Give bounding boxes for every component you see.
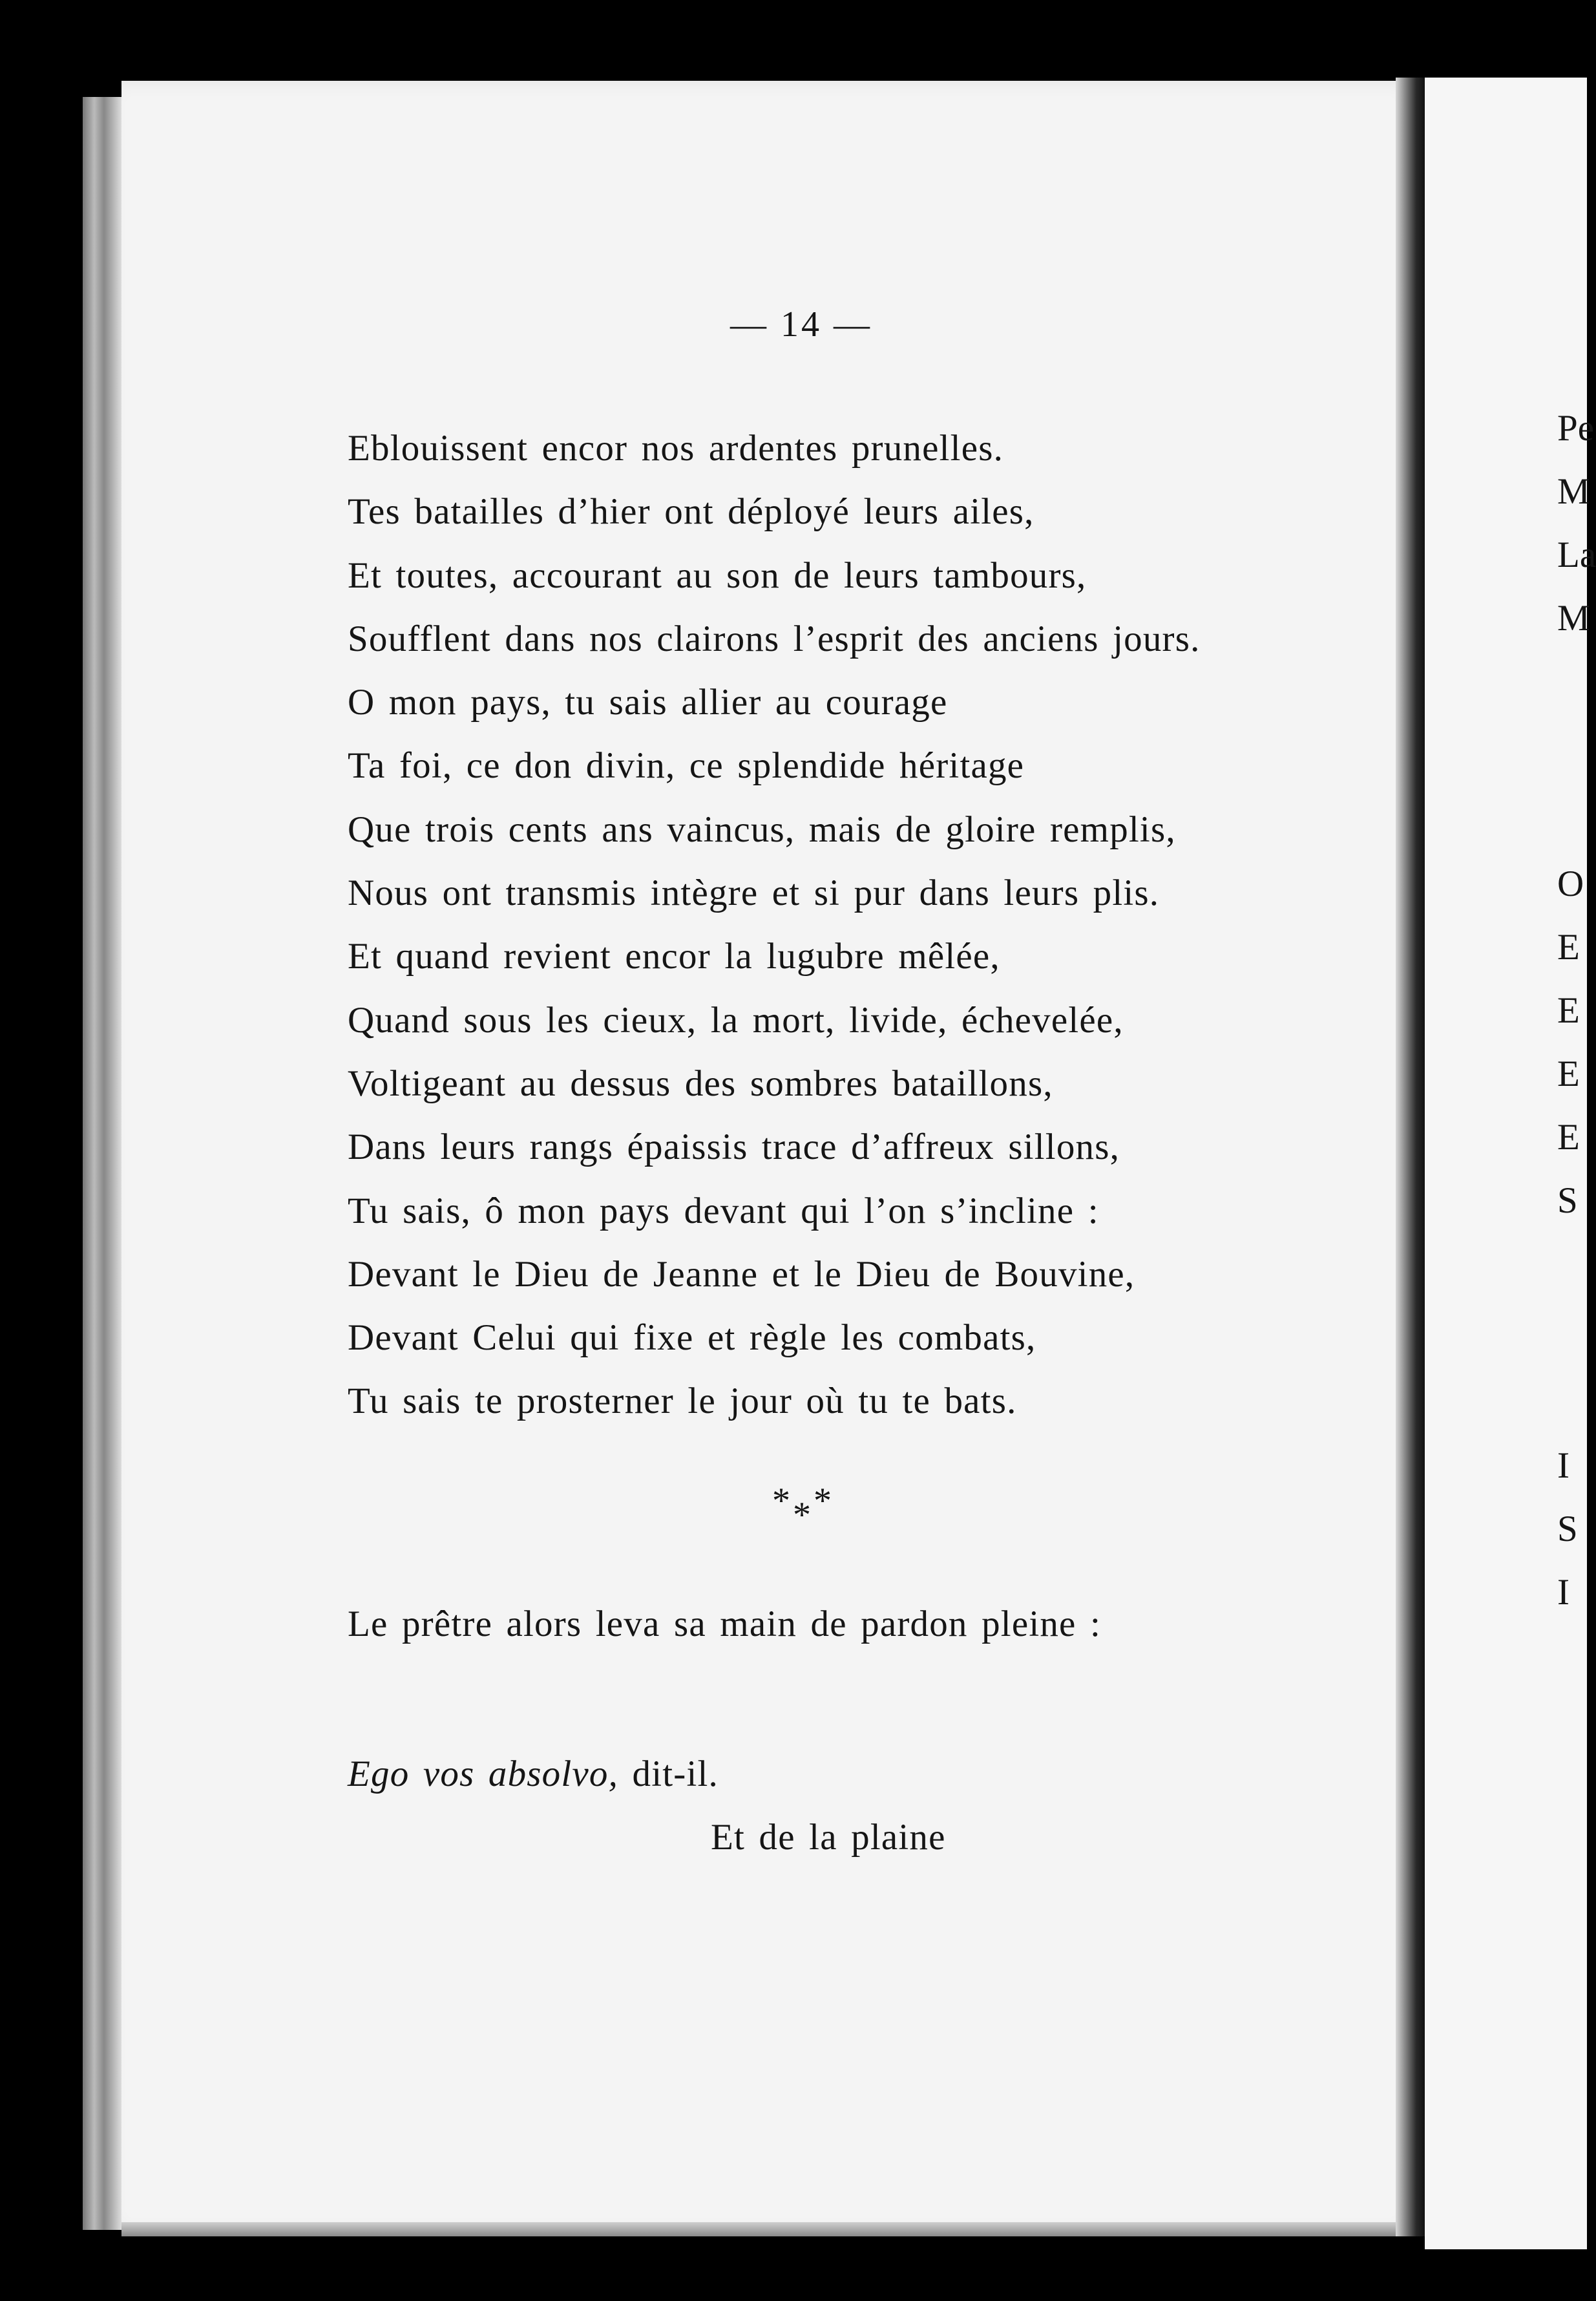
latin-phrase: Ego vos absolvo, (348, 1754, 619, 1794)
verse-line: Eblouissent encor nos ardentes prunelles. (348, 428, 1004, 469)
facing-page-fragment: Pe (1557, 408, 1594, 449)
verse-line: Que trois cents ans vaincus, mais de gloire remplis, (348, 809, 1176, 850)
verse-line: O mon pays, tu sais allier au courage (348, 682, 948, 723)
asterism-separator (772, 1480, 850, 1535)
asterisk: * (772, 1481, 790, 1521)
verse-line (348, 1753, 719, 1795)
verse-line: Et toutes, accourant au son de leurs tambours, (348, 555, 1087, 596)
facing-page-fragment: S (1557, 1509, 1578, 1549)
book-left-edge (83, 97, 121, 2230)
facing-page-fragment: E (1557, 927, 1580, 968)
facing-page-fragment: I (1557, 1572, 1570, 1613)
verse-line: Devant le Dieu de Jeanne et le Dieu de Bouvine, (348, 1253, 1135, 1295)
verse-line: Ta foi, ce don divin, ce splendide héritage (348, 745, 1025, 787)
verse-block (348, 417, 1201, 1434)
verse-line: Soufflent dans nos clairons l’esprit des anciens jours. (348, 618, 1201, 659)
asterisk: * (814, 1481, 832, 1521)
facing-page-fragment: E (1557, 1054, 1580, 1094)
verse-line: Dans leurs rangs épaissis trace d’affreux sillons, (348, 1127, 1120, 1168)
book-gutter (1396, 78, 1425, 2236)
facing-page-fragment: S (1557, 1180, 1578, 1221)
verse-line: Tes batailles d’hier ont déployé leurs ailes, (348, 491, 1034, 533)
facing-page-fragment: E (1557, 990, 1580, 1031)
verse-text: dit-il. (618, 1754, 719, 1794)
verse-half-line: Et de la plaine (711, 1817, 946, 1858)
facing-page-fragment: E (1557, 1117, 1580, 1158)
facing-page-fragment: La (1557, 535, 1596, 575)
facing-page-fragment: M (1557, 471, 1590, 512)
verse-line: Tu sais, ô mon pays devant qui l’on s’incline : (348, 1190, 1099, 1231)
verse-line: Nous ont transmis intègre et si pur dans leurs plis. (348, 873, 1160, 914)
facing-page-fragment: M (1557, 598, 1590, 639)
verse-line: Le prêtre alors leva sa main de pardon pleine : (348, 1604, 1102, 1644)
verse-line: Et quand revient encor la lugubre mêlée, (348, 936, 1000, 977)
facing-page (1425, 78, 1587, 2249)
page-number: — 14 — (730, 304, 872, 345)
page-bottom-edge (121, 2222, 1423, 2236)
verse-line: Tu sais te prosterner le jour où tu te bats. (348, 1381, 1017, 1422)
asterisk: * (793, 1495, 811, 1535)
verse-line: Devant Celui qui fixe et règle les combats, (348, 1317, 1036, 1359)
facing-page-fragment: I (1557, 1445, 1570, 1486)
facing-page-fragment: O (1557, 864, 1584, 904)
verse-line: Quand sous les cieux, la mort, livide, échevelée, (348, 999, 1124, 1041)
verse-line: Voltigeant au dessus des sombres bataillons, (348, 1063, 1053, 1104)
